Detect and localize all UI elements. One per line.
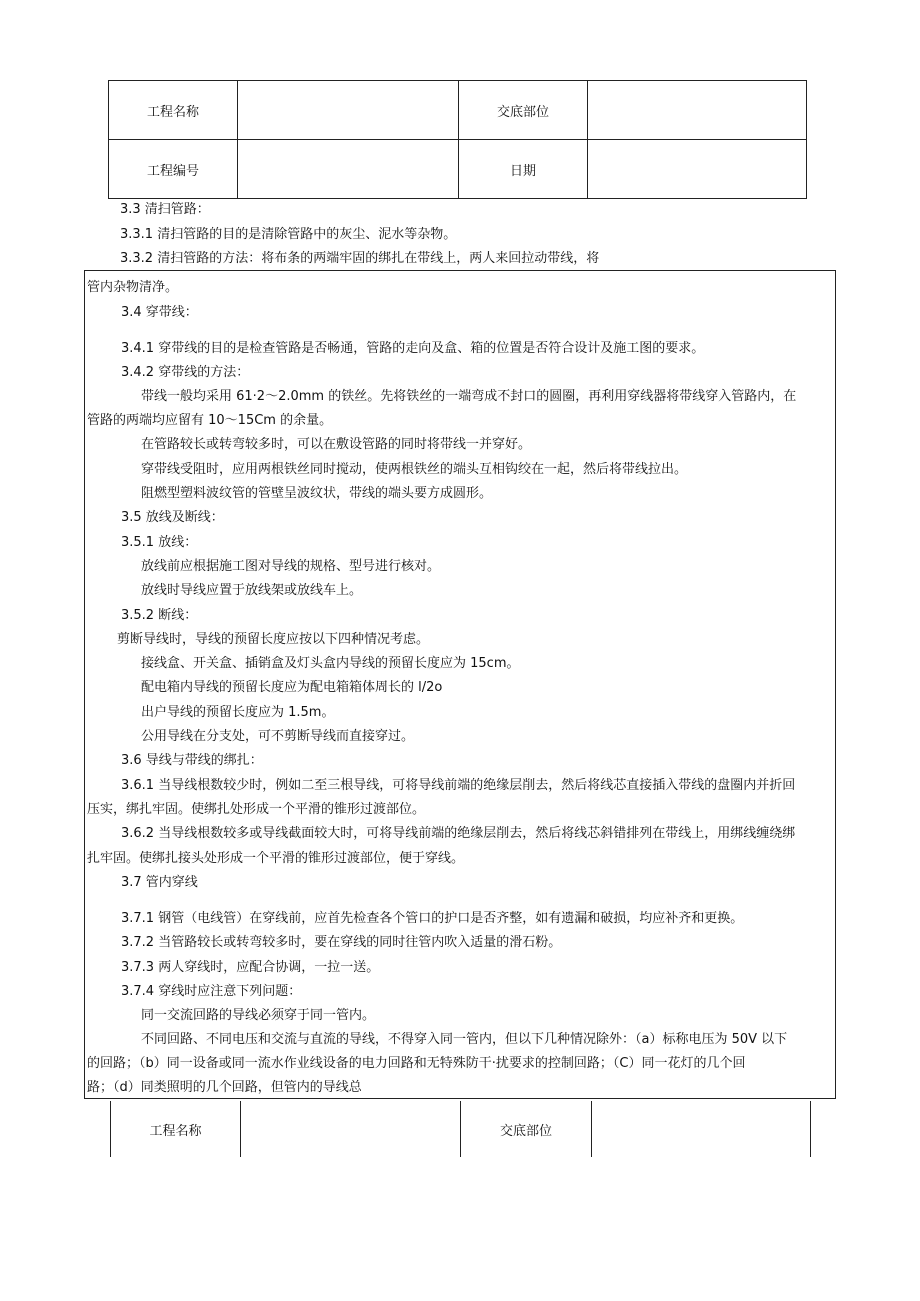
paragraph-line: 3.4.1 穿带线的目的是检查管路是否畅通，管路的走向及盒、箱的位置是否符合设计及施工图的要求。 [121, 341, 705, 356]
paragraph-line: 在管路较长或转弯较多时，可以在敷设管路的同时将带线一并穿好。 [141, 437, 532, 452]
project-name-label: 工程名称 [109, 81, 238, 140]
paragraph-line: 配电箱内导线的预留长度应为配电箱箱体周长的 l/2o [141, 680, 443, 695]
project-number-label: 工程编号 [109, 140, 238, 199]
section-3-3-heading: 3.3 清扫管路： [120, 202, 210, 217]
paragraph-line: 3.7.4 穿线时应注意下列问题： [121, 984, 302, 999]
paragraph-line: 3.4.2 穿带线的方法： [121, 365, 250, 380]
section-3-4-heading: 3.4 穿带线： [121, 305, 198, 320]
footer-header-table [110, 1101, 811, 1157]
paragraph-line: 不同回路、不同电压和交流与直流的导线，不得穿入同一管内，但以下几种情况除外：（a）标称电压为 50V 以下 [141, 1032, 788, 1047]
content-box [84, 270, 836, 1099]
handover-part-value[interactable] [592, 1101, 811, 1157]
header-table [108, 80, 807, 199]
paragraph-line: 3.7.1 钢管（电线管）在穿线前，应首先检查各个管口的护口是否齐整，如有遗漏和破损，均应补齐和更换。 [121, 911, 744, 926]
paragraph-line: 剪断导线时，导线的预留长度应按以下四种情况考虑。 [117, 632, 430, 647]
paragraph-line: 放线时导线应置于放线架或放线车上。 [141, 583, 363, 598]
date-value[interactable] [588, 140, 807, 199]
paragraph-line: 3.5.1 放线： [121, 535, 198, 550]
handover-part-value[interactable] [588, 81, 807, 140]
paragraph-line: 公用导线在分支处，可不剪断导线而直接穿过。 [141, 729, 415, 744]
paragraph-line: 接线盒、开关盒、插销盒及灯头盒内导线的预留长度应为 15cm。 [141, 656, 520, 671]
paragraph-line: 扎牢固。使绑扎接头处形成一个平滑的锥形过渡部位，便于穿线。 [87, 851, 465, 866]
paragraph-line: 阻燃型塑料波纹管的管壁呈波纹状，带线的端头要方成圆形。 [141, 486, 493, 501]
paragraph-line: 路；（d）同类照明的几个回路，但管内的导线总 [87, 1080, 362, 1095]
paragraph-line: 穿带线受阻时，应用两根铁丝同时搅动，使两根铁丝的端头互相钩绞在一起，然后将带线拉出。 [141, 462, 688, 477]
project-name-value[interactable] [238, 81, 459, 140]
handover-part-label: 交底部位 [461, 1101, 592, 1157]
date-label: 日期 [459, 140, 588, 199]
section-3-5-heading: 3.5 放线及断线： [121, 510, 224, 525]
paragraph-line: 出户导线的预留长度应为 1.5m。 [141, 705, 335, 720]
paragraph-line: 3.7.2 当管路较长或转弯较多时，要在穿线的同时往管内吹入适量的滑石粉。 [121, 935, 562, 950]
handover-part-label: 交底部位 [459, 81, 588, 140]
section-3-6-heading: 3.6 导线与带线的绑扎： [121, 753, 263, 768]
project-number-value[interactable] [238, 140, 459, 199]
project-name-label: 工程名称 [111, 1101, 241, 1157]
paragraph-line: 带线一般均采用 61·2～2.0mm 的铁丝。先将铁丝的一端弯成不封口的圆圈，再利用穿线器将带线穿入管路内，在 [141, 389, 797, 404]
paragraph-line: 同一交流回路的导线必须穿于同一管内。 [141, 1008, 376, 1023]
paragraph-line: 压实，绑扎牢固。使绑扎处形成一个平滑的锥形过渡部位。 [87, 802, 426, 817]
paragraph-line: 管内杂物清净。 [87, 280, 179, 295]
paragraph-line: 3.5.2 断线： [121, 608, 198, 623]
section-3-3-2-text: 3.3.2 清扫管路的方法：将布条的两端牢固的绑扎在带线上，两人来回拉动带线，将 [120, 251, 600, 266]
section-3-7-heading: 3.7 管内穿线 [121, 875, 198, 890]
project-name-value[interactable] [241, 1101, 461, 1157]
paragraph-line: 的回路；（b）同一设备或同一流水作业线设备的电力回路和无特殊防干·扰要求的控制回路；（C）同一花灯的几个回 [87, 1056, 746, 1071]
paragraph-line: 3.6.2 当导线根数较多或导线截面较大时，可将导线前端的绝缘层削去，然后将线芯斜错排列在带线上，用绑线缠绕绑 [121, 826, 796, 841]
paragraph-line: 管路的两端均应留有 10～15Cm 的余量。 [87, 413, 333, 428]
paragraph-line: 放线前应根据施工图对导线的规格、型号进行核对。 [141, 559, 441, 574]
paragraph-line: 3.6.1 当导线根数较少时，例如二至三根导线，可将导线前端的绝缘层削去，然后将线芯直接插入带线的盘圈内并折回 [121, 778, 796, 793]
section-3-3-1-text: 3.3.1 清扫管路的目的是清除管路中的灰尘、泥水等杂物。 [120, 227, 457, 242]
paragraph-line: 3.7.3 两人穿线时，应配合协调，一拉一送。 [121, 960, 380, 975]
